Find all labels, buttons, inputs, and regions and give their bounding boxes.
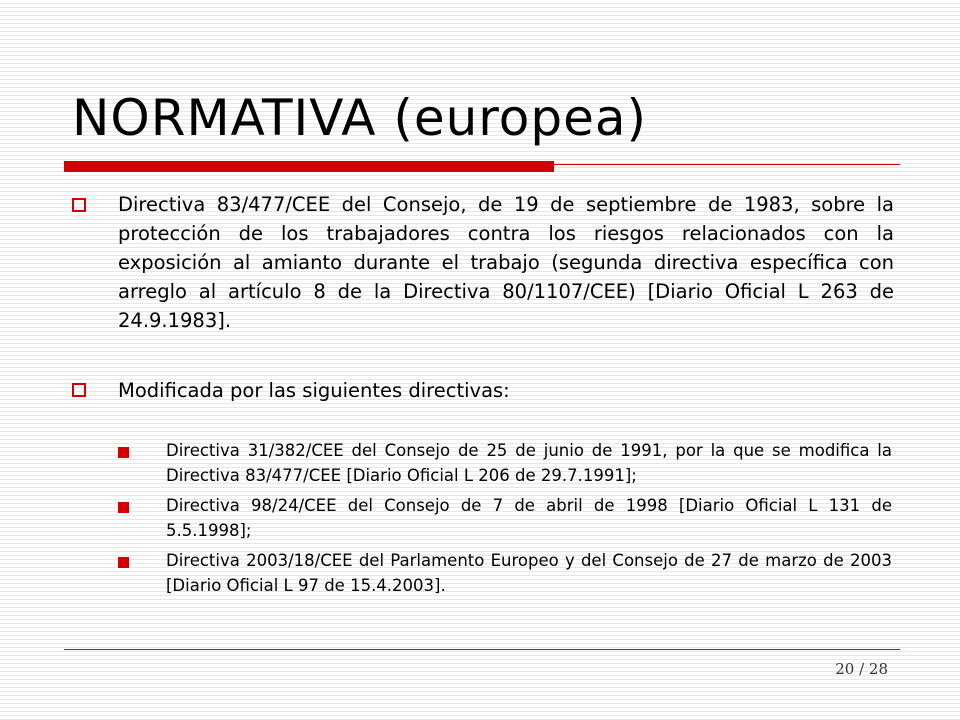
sub-bullet-text: Directiva 98/24/CEE del Consejo de 7 de abril de 1998 [Diario Oficial L 131 de 5.5.1998]; bbox=[166, 496, 892, 540]
sub-bullet-item bbox=[118, 493, 892, 543]
sub-bullet-list bbox=[118, 438, 892, 603]
sub-bullet-item bbox=[118, 548, 892, 598]
title-rule-line bbox=[554, 164, 900, 165]
page-number: 20 / 28 bbox=[835, 660, 888, 678]
slide-title: NORMATIVA (europea) bbox=[72, 89, 648, 147]
sub-bullet-item bbox=[118, 438, 892, 488]
footer-rule-line bbox=[64, 649, 900, 650]
hollow-square-bullet-icon bbox=[72, 198, 86, 212]
sub-bullet-text: Directiva 2003/18/CEE del Parlamento Europeo y del Consejo de 27 de marzo de 2003 [Diario Oficial L 97 de 15.4.2003]. bbox=[166, 551, 892, 595]
filled-square-bullet-icon bbox=[118, 502, 129, 513]
bullet-text: Modificada por las siguientes directivas: bbox=[118, 379, 510, 402]
bullet-modificada bbox=[72, 376, 894, 405]
filled-square-bullet-icon bbox=[118, 447, 129, 458]
bullet-text: Directiva 83/477/CEE del Consejo, de 19 de septiembre de 1983, sobre la protección de los trabajadores contra los riesgos relacionados con la exposición al amianto durante el trabajo (segunda directiva específica con arreglo al artículo 8 de la Directiva 80/1107/CEE) [Diario Oficial L 263 de 24.9.1983]. bbox=[118, 193, 894, 332]
bullet-directiva-83-477 bbox=[72, 190, 894, 335]
sub-bullet-text: Directiva 31/382/CEE del Consejo de 25 de junio de 1991, por la que se modifica la Directiva 83/477/CEE [Diario Oficial L 206 de 29.7.1991]; bbox=[166, 441, 892, 485]
filled-square-bullet-icon bbox=[118, 557, 129, 568]
hollow-square-bullet-icon bbox=[72, 383, 86, 397]
title-underline-bar bbox=[64, 161, 554, 172]
